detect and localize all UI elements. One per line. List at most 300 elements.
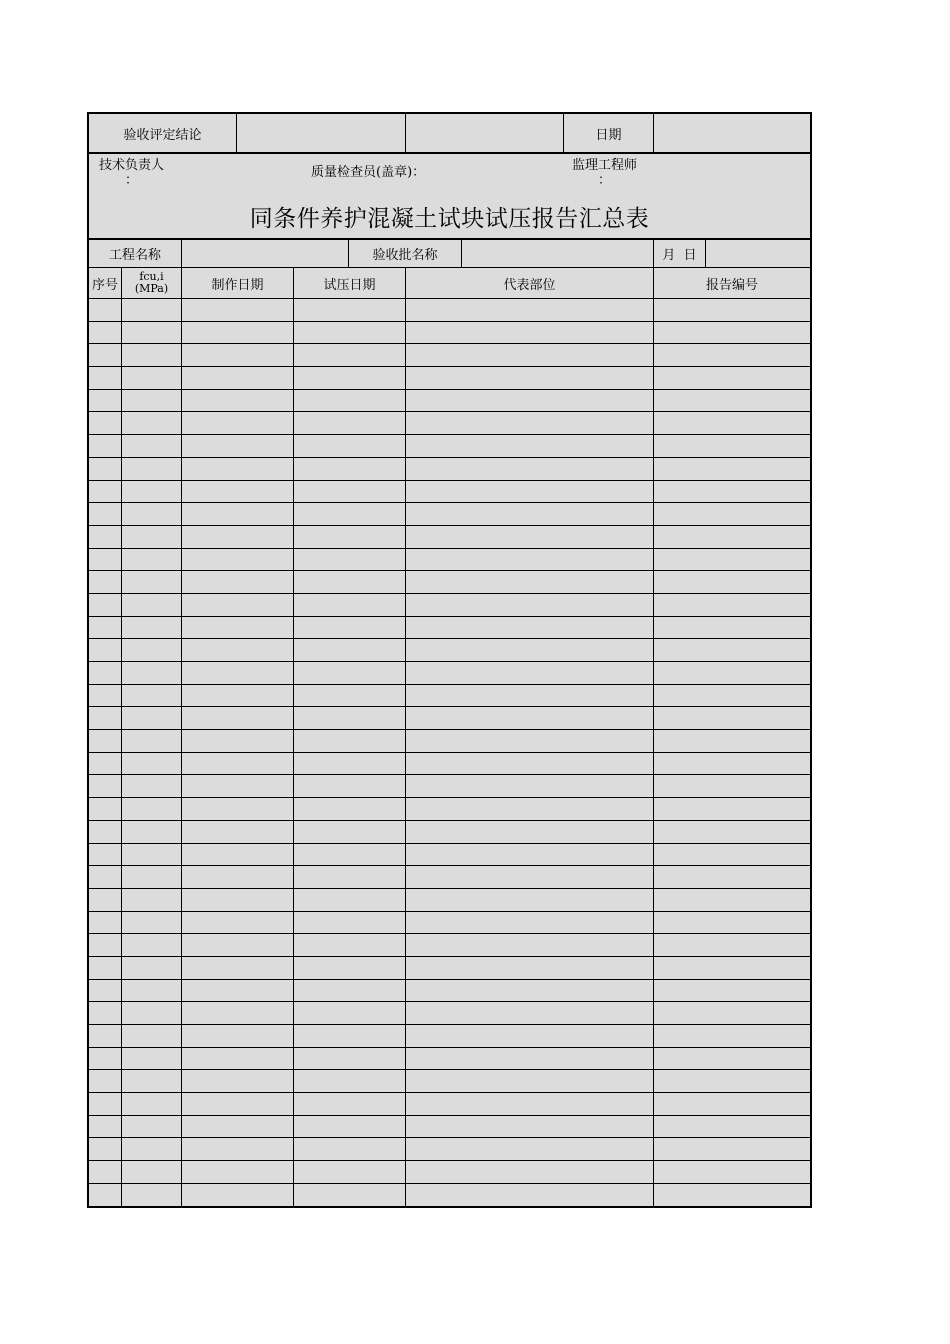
make-date-cell[interactable]: [182, 617, 293, 639]
fcu-cell[interactable]: [122, 549, 181, 571]
fcu-cell[interactable]: [122, 844, 181, 866]
make-date-cell[interactable]: [182, 367, 293, 389]
report-no-cell[interactable]: [654, 435, 810, 457]
make-date-cell[interactable]: [182, 412, 293, 434]
seq-cell[interactable]: [89, 390, 121, 412]
table-row: [89, 344, 810, 367]
report-no-cell[interactable]: [654, 458, 810, 480]
make-date-cell[interactable]: [182, 299, 293, 321]
location-cell[interactable]: [406, 798, 653, 820]
seq-cell[interactable]: [89, 730, 121, 752]
location-cell[interactable]: [406, 730, 653, 752]
make-date-cell[interactable]: [182, 458, 293, 480]
seq-cell[interactable]: [89, 866, 121, 888]
location-cell[interactable]: [406, 594, 653, 616]
make-date-cell[interactable]: [182, 344, 293, 366]
location-cell[interactable]: [406, 980, 653, 1002]
tech-lead-label: [99, 158, 164, 188]
report-no-cell[interactable]: [654, 594, 810, 616]
fcu-cell[interactable]: [122, 775, 181, 797]
report-no-cell[interactable]: [654, 1184, 810, 1206]
test-date-cell[interactable]: [294, 821, 405, 843]
fcu-cell[interactable]: [122, 503, 181, 525]
location-cell[interactable]: [406, 707, 653, 729]
fcu-cell[interactable]: [122, 571, 181, 593]
table-row: [89, 980, 810, 1003]
fcu-cell[interactable]: [122, 435, 181, 457]
make-date-cell[interactable]: [182, 957, 293, 979]
report-no-cell[interactable]: [654, 685, 810, 707]
fcu-cell[interactable]: [122, 707, 181, 729]
fcu-cell[interactable]: [122, 299, 181, 321]
make-date-cell[interactable]: [182, 549, 293, 571]
seq-cell[interactable]: [89, 889, 121, 911]
seq-cell[interactable]: [89, 549, 121, 571]
location-cell[interactable]: [406, 458, 653, 480]
fcu-cell[interactable]: [122, 594, 181, 616]
date-label: 日期: [595, 127, 622, 143]
seq-cell[interactable]: [89, 912, 121, 934]
test-date-cell[interactable]: [294, 707, 405, 729]
seq-cell[interactable]: [89, 481, 121, 503]
test-date-cell[interactable]: [294, 299, 405, 321]
test-date-cell[interactable]: [294, 617, 405, 639]
fcu-cell[interactable]: [122, 639, 181, 661]
test-date-cell[interactable]: [294, 775, 405, 797]
location-cell[interactable]: [406, 503, 653, 525]
make-date-cell[interactable]: [182, 1138, 293, 1160]
fcu-cell[interactable]: [122, 1138, 181, 1160]
location-cell[interactable]: [406, 1138, 653, 1160]
data-table: [89, 299, 810, 1207]
fcu-cell[interactable]: [122, 934, 181, 956]
seq-cell[interactable]: [89, 1138, 121, 1160]
report-no-cell[interactable]: [654, 367, 810, 389]
test-date-cell[interactable]: [294, 934, 405, 956]
seq-cell[interactable]: [89, 322, 121, 344]
col-fcu-line1: fcu,i: [139, 270, 164, 283]
seq-cell[interactable]: [89, 934, 121, 956]
make-date-cell[interactable]: [182, 980, 293, 1002]
table-row: [89, 1070, 810, 1093]
col-location-header: 代表部位: [503, 277, 556, 293]
seq-cell[interactable]: [89, 1025, 121, 1047]
fcu-cell[interactable]: [122, 617, 181, 639]
table-row: [89, 662, 810, 685]
make-date-cell[interactable]: [182, 594, 293, 616]
make-date-cell[interactable]: [182, 753, 293, 775]
test-date-cell[interactable]: [294, 367, 405, 389]
table-row: [89, 1093, 810, 1116]
location-cell[interactable]: [406, 367, 653, 389]
fcu-cell[interactable]: [122, 367, 181, 389]
report-no-cell[interactable]: [654, 866, 810, 888]
test-date-cell[interactable]: [294, 458, 405, 480]
test-date-cell[interactable]: [294, 549, 405, 571]
col-fcu-header: [122, 268, 181, 298]
make-date-cell[interactable]: [182, 322, 293, 344]
project-info-row: [89, 238, 810, 268]
seq-cell[interactable]: [89, 458, 121, 480]
seq-cell[interactable]: [89, 1116, 121, 1138]
test-date-cell[interactable]: [294, 639, 405, 661]
test-date-cell[interactable]: [294, 503, 405, 525]
project-name-field[interactable]: [182, 240, 348, 267]
make-date-cell[interactable]: [182, 526, 293, 548]
column-header-row: [89, 268, 810, 299]
location-cell[interactable]: [406, 390, 653, 412]
fcu-cell[interactable]: [122, 344, 181, 366]
test-date-cell[interactable]: [294, 866, 405, 888]
seq-cell[interactable]: [89, 957, 121, 979]
fcu-cell[interactable]: [122, 662, 181, 684]
report-no-cell[interactable]: [654, 798, 810, 820]
report-no-cell[interactable]: [654, 412, 810, 434]
fcu-cell[interactable]: [122, 730, 181, 752]
make-date-cell[interactable]: [182, 1002, 293, 1024]
report-no-cell[interactable]: [654, 957, 810, 979]
make-date-cell[interactable]: [182, 639, 293, 661]
seq-cell[interactable]: [89, 753, 121, 775]
fcu-cell[interactable]: [122, 1184, 181, 1206]
seq-cell[interactable]: [89, 1070, 121, 1092]
location-cell[interactable]: [406, 934, 653, 956]
make-date-cell[interactable]: [182, 1048, 293, 1070]
fcu-cell[interactable]: [122, 1025, 181, 1047]
test-date-cell[interactable]: [294, 1093, 405, 1115]
table-row: [89, 730, 810, 753]
seq-cell[interactable]: [89, 844, 121, 866]
make-date-cell[interactable]: [182, 844, 293, 866]
tech-lead-text: 技术负责人: [99, 158, 165, 173]
seq-cell[interactable]: [89, 1184, 121, 1206]
test-date-cell[interactable]: [294, 435, 405, 457]
make-date-cell[interactable]: [182, 503, 293, 525]
test-date-cell[interactable]: [294, 390, 405, 412]
seq-cell[interactable]: [89, 367, 121, 389]
test-date-cell[interactable]: [294, 685, 405, 707]
make-date-cell[interactable]: [182, 1184, 293, 1206]
table-row: [89, 1048, 810, 1071]
fcu-cell[interactable]: [122, 526, 181, 548]
batch-name-field[interactable]: [462, 240, 653, 267]
table-row: [89, 707, 810, 730]
location-cell[interactable]: [406, 617, 653, 639]
location-cell[interactable]: [406, 571, 653, 593]
table-row: [89, 912, 810, 935]
report-no-cell[interactable]: [654, 503, 810, 525]
make-date-cell[interactable]: [182, 1093, 293, 1115]
table-row: [89, 889, 810, 912]
location-cell[interactable]: [406, 1161, 653, 1183]
seq-cell[interactable]: [89, 639, 121, 661]
seq-cell[interactable]: [89, 707, 121, 729]
test-date-cell[interactable]: [294, 344, 405, 366]
report-no-cell[interactable]: [654, 526, 810, 548]
fcu-cell[interactable]: [122, 322, 181, 344]
make-date-cell[interactable]: [182, 1161, 293, 1183]
col-fcu-line2: (MPa): [134, 282, 169, 295]
conclusion-field-2[interactable]: [406, 114, 563, 152]
table-row: [89, 934, 810, 957]
location-cell[interactable]: [406, 1116, 653, 1138]
location-cell[interactable]: [406, 549, 653, 571]
table-row: [89, 322, 810, 345]
table-row: [89, 685, 810, 708]
fcu-cell[interactable]: [122, 1161, 181, 1183]
location-cell[interactable]: [406, 1002, 653, 1024]
location-cell[interactable]: [406, 526, 653, 548]
location-cell[interactable]: [406, 1048, 653, 1070]
seq-cell[interactable]: [89, 1093, 121, 1115]
table-row: [89, 639, 810, 662]
seq-cell[interactable]: [89, 435, 121, 457]
fcu-cell[interactable]: [122, 912, 181, 934]
table-row: [89, 571, 810, 594]
report-no-cell[interactable]: [654, 617, 810, 639]
supervisor-label: [572, 158, 637, 188]
conclusion-field-1[interactable]: [237, 114, 405, 152]
project-name-label: 工程名称: [108, 248, 161, 263]
table-row: [89, 299, 810, 322]
report-no-cell[interactable]: [654, 821, 810, 843]
make-date-cell[interactable]: [182, 390, 293, 412]
fcu-cell[interactable]: [122, 458, 181, 480]
report-no-cell[interactable]: [654, 390, 810, 412]
test-date-cell[interactable]: [294, 526, 405, 548]
test-date-cell[interactable]: [294, 844, 405, 866]
location-cell[interactable]: [406, 821, 653, 843]
make-date-cell[interactable]: [182, 481, 293, 503]
report-no-cell[interactable]: [654, 322, 810, 344]
month-day-field[interactable]: [706, 240, 810, 267]
date-field[interactable]: [654, 114, 810, 152]
report-no-cell[interactable]: [654, 344, 810, 366]
fcu-cell[interactable]: [122, 1116, 181, 1138]
table-row: [89, 481, 810, 504]
make-date-cell[interactable]: [182, 889, 293, 911]
location-cell[interactable]: [406, 639, 653, 661]
seq-cell[interactable]: [89, 821, 121, 843]
month-day-label: 月 日: [662, 248, 697, 263]
table-row: [89, 1184, 810, 1207]
fcu-cell[interactable]: [122, 957, 181, 979]
make-date-cell[interactable]: [182, 866, 293, 888]
report-no-cell[interactable]: [654, 1002, 810, 1024]
table-row: [89, 549, 810, 572]
make-date-cell[interactable]: [182, 775, 293, 797]
report-no-cell[interactable]: [654, 1025, 810, 1047]
location-cell[interactable]: [406, 685, 653, 707]
test-date-cell[interactable]: [294, 1116, 405, 1138]
report-no-cell[interactable]: [654, 844, 810, 866]
test-date-cell[interactable]: [294, 1184, 405, 1206]
batch-name-label: 验收批名称: [372, 248, 438, 263]
test-date-cell[interactable]: [294, 1138, 405, 1160]
table-row: [89, 503, 810, 526]
location-cell[interactable]: [406, 662, 653, 684]
test-date-cell[interactable]: [294, 322, 405, 344]
location-cell[interactable]: [406, 889, 653, 911]
report-no-cell[interactable]: [654, 707, 810, 729]
fcu-cell[interactable]: [122, 1002, 181, 1024]
fcu-cell[interactable]: [122, 821, 181, 843]
report-no-cell[interactable]: [654, 639, 810, 661]
fcu-cell[interactable]: [122, 889, 181, 911]
conclusion-row: [89, 114, 810, 154]
table-row: [89, 798, 810, 821]
location-cell[interactable]: [406, 1184, 653, 1206]
table-row: [89, 1161, 810, 1184]
seq-cell[interactable]: [89, 526, 121, 548]
fcu-cell[interactable]: [122, 481, 181, 503]
report-no-cell[interactable]: [654, 549, 810, 571]
seq-cell[interactable]: [89, 503, 121, 525]
location-cell[interactable]: [406, 481, 653, 503]
conclusion-label: 验收评定结论: [123, 127, 202, 143]
table-row: [89, 617, 810, 640]
table-row: [89, 526, 810, 549]
test-date-cell[interactable]: [294, 798, 405, 820]
location-cell[interactable]: [406, 844, 653, 866]
location-cell[interactable]: [406, 957, 653, 979]
location-cell[interactable]: [406, 344, 653, 366]
test-date-cell[interactable]: [294, 1048, 405, 1070]
table-row: [89, 1138, 810, 1161]
make-date-cell[interactable]: [182, 707, 293, 729]
test-date-cell[interactable]: [294, 730, 405, 752]
table-row: [89, 821, 810, 844]
seq-cell[interactable]: [89, 980, 121, 1002]
table-row: [89, 412, 810, 435]
fcu-cell[interactable]: [122, 412, 181, 434]
make-date-cell[interactable]: [182, 912, 293, 934]
test-date-cell[interactable]: [294, 912, 405, 934]
make-date-cell[interactable]: [182, 821, 293, 843]
make-date-cell[interactable]: [182, 662, 293, 684]
seq-cell[interactable]: [89, 571, 121, 593]
test-date-cell[interactable]: [294, 1070, 405, 1092]
table-row: [89, 753, 810, 776]
table-row: [89, 435, 810, 458]
location-cell[interactable]: [406, 866, 653, 888]
location-cell[interactable]: [406, 1070, 653, 1092]
report-no-cell[interactable]: [654, 662, 810, 684]
seq-cell[interactable]: [89, 1161, 121, 1183]
report-no-cell[interactable]: [654, 934, 810, 956]
make-date-cell[interactable]: [182, 730, 293, 752]
location-cell[interactable]: [406, 435, 653, 457]
report-no-cell[interactable]: [654, 1138, 810, 1160]
table-row: [89, 594, 810, 617]
make-date-cell[interactable]: [182, 435, 293, 457]
test-date-cell[interactable]: [294, 889, 405, 911]
table-row: [89, 1116, 810, 1139]
make-date-cell[interactable]: [182, 1070, 293, 1092]
test-date-cell[interactable]: [294, 980, 405, 1002]
make-date-cell[interactable]: [182, 1025, 293, 1047]
location-cell[interactable]: [406, 912, 653, 934]
make-date-cell[interactable]: [182, 1116, 293, 1138]
location-cell[interactable]: [406, 322, 653, 344]
report-no-cell[interactable]: [654, 730, 810, 752]
fcu-cell[interactable]: [122, 1048, 181, 1070]
fcu-cell[interactable]: [122, 390, 181, 412]
location-cell[interactable]: [406, 412, 653, 434]
location-cell[interactable]: [406, 299, 653, 321]
report-no-cell[interactable]: [654, 1093, 810, 1115]
report-no-cell[interactable]: [654, 1116, 810, 1138]
location-cell[interactable]: [406, 753, 653, 775]
tech-lead-colon: ：: [125, 173, 139, 188]
report-no-cell[interactable]: [654, 889, 810, 911]
test-date-cell[interactable]: [294, 481, 405, 503]
seq-cell[interactable]: [89, 775, 121, 797]
col-make-date-header: 制作日期: [211, 277, 264, 293]
seq-cell[interactable]: [89, 1002, 121, 1024]
seq-cell[interactable]: [89, 344, 121, 366]
fcu-cell[interactable]: [122, 753, 181, 775]
seq-cell[interactable]: [89, 798, 121, 820]
test-date-cell[interactable]: [294, 412, 405, 434]
report-no-cell[interactable]: [654, 1048, 810, 1070]
seq-cell[interactable]: [89, 662, 121, 684]
test-date-cell[interactable]: [294, 594, 405, 616]
report-sheet: [87, 112, 812, 1208]
report-no-cell[interactable]: [654, 571, 810, 593]
make-date-cell[interactable]: [182, 571, 293, 593]
fcu-cell[interactable]: [122, 980, 181, 1002]
report-no-cell[interactable]: [654, 1161, 810, 1183]
report-no-cell[interactable]: [654, 1070, 810, 1092]
test-date-cell[interactable]: [294, 1002, 405, 1024]
location-cell[interactable]: [406, 1025, 653, 1047]
report-no-cell[interactable]: [654, 481, 810, 503]
seq-cell[interactable]: [89, 412, 121, 434]
location-cell[interactable]: [406, 775, 653, 797]
location-cell[interactable]: [406, 1093, 653, 1115]
test-date-cell[interactable]: [294, 662, 405, 684]
table-row: [89, 844, 810, 867]
col-report-no-header: 报告编号: [705, 277, 758, 293]
inspector-label: 质量检查员(盖章)：: [311, 165, 426, 180]
report-no-cell[interactable]: [654, 753, 810, 775]
report-no-cell[interactable]: [654, 299, 810, 321]
test-date-cell[interactable]: [294, 1161, 405, 1183]
seq-cell[interactable]: [89, 617, 121, 639]
fcu-cell[interactable]: [122, 1070, 181, 1092]
make-date-cell[interactable]: [182, 934, 293, 956]
seq-cell[interactable]: [89, 1048, 121, 1070]
report-no-cell[interactable]: [654, 912, 810, 934]
test-date-cell[interactable]: [294, 957, 405, 979]
make-date-cell[interactable]: [182, 798, 293, 820]
fcu-cell[interactable]: [122, 685, 181, 707]
report-no-cell[interactable]: [654, 980, 810, 1002]
make-date-cell[interactable]: [182, 685, 293, 707]
seq-cell[interactable]: [89, 299, 121, 321]
test-date-cell[interactable]: [294, 753, 405, 775]
fcu-cell[interactable]: [122, 798, 181, 820]
seq-cell[interactable]: [89, 685, 121, 707]
fcu-cell[interactable]: [122, 866, 181, 888]
report-no-cell[interactable]: [654, 775, 810, 797]
seq-cell[interactable]: [89, 594, 121, 616]
table-row: [89, 866, 810, 889]
test-date-cell[interactable]: [294, 571, 405, 593]
test-date-cell[interactable]: [294, 1025, 405, 1047]
fcu-cell[interactable]: [122, 1093, 181, 1115]
